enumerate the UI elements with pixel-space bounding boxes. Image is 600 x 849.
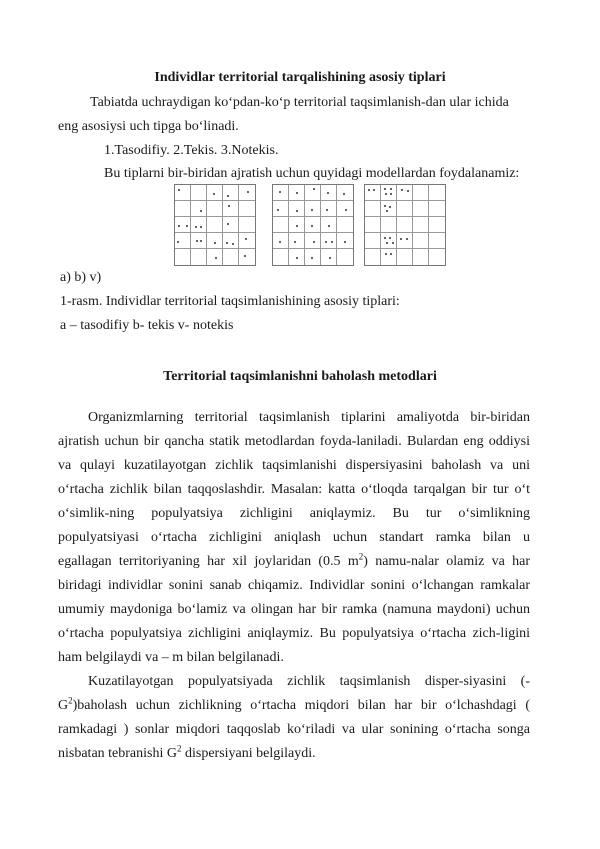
grid-cell [207, 201, 223, 217]
individual-dot [325, 241, 327, 243]
grid-cell [365, 201, 381, 217]
paragraph-line: umumiy maydoniga bo‘lamiz va olingan har bir ramka (namuna maydoni) uchun [58, 602, 530, 617]
individual-dot [328, 225, 330, 227]
grid-cell [289, 249, 305, 265]
individual-dot [327, 192, 329, 194]
intro-line-2: eng asosiysi uch tipga bo‘linadi. [58, 119, 239, 134]
individual-dot [279, 191, 281, 193]
line-text: )baholash uchun zichlikning o‘rtacha miqdori bilan har bir o‘lchashdagi ( [72, 698, 530, 713]
grid-cell [321, 217, 337, 233]
individual-dot [385, 253, 387, 255]
individual-dot [407, 190, 409, 192]
grid-cell [413, 217, 429, 233]
individual-dot [200, 210, 202, 212]
individual-dot [313, 188, 315, 190]
individual-dot [313, 241, 315, 243]
grid-cell [337, 249, 353, 265]
individual-dot [227, 195, 229, 197]
grid-cell [429, 201, 445, 217]
grid-cell [305, 201, 321, 217]
individual-dot [186, 225, 188, 227]
grid-cell [273, 233, 289, 249]
grid-cell [273, 217, 289, 233]
grid-cell [381, 249, 397, 265]
individual-dot [386, 210, 388, 212]
grid-cell [397, 201, 413, 217]
grid-cell [175, 217, 191, 233]
grid-cell [381, 201, 397, 217]
individual-dot [226, 242, 228, 244]
individual-dot [331, 241, 333, 243]
grid-cell [429, 185, 445, 201]
grid-cell [207, 185, 223, 201]
individual-dot [329, 257, 331, 259]
paragraph-line [58, 742, 530, 766]
grid-clumped [364, 184, 446, 266]
individual-dot [384, 237, 386, 239]
individual-dot [400, 238, 402, 240]
figure-legend: a – tasodifiy b- tekis v- notekis [60, 318, 234, 333]
intro-line-1: Tabiatda uchraydigan ko‘pdan-ko‘p territorial taqsimlanish-dan ular ichida [90, 95, 509, 110]
paragraph-methods [58, 406, 530, 670]
grid-cell [337, 217, 353, 233]
grid-cell [175, 201, 191, 217]
individual-dot [390, 188, 392, 190]
grid-cell [429, 233, 445, 249]
paragraph-line: biridagi individlar sonini sanab chiqamiz. Individlar sonini o‘lchangan ramkalar [58, 578, 530, 593]
grid-cell [191, 185, 207, 201]
grid-cell [365, 249, 381, 265]
individual-dot [373, 189, 375, 191]
individual-dot [178, 225, 180, 227]
figure-panel-labels: a) b) v) [60, 270, 102, 285]
grid-cell [239, 201, 255, 217]
individual-dot [244, 255, 246, 257]
individual-dot [214, 242, 216, 244]
grid-cell [191, 249, 207, 265]
individual-dot [195, 226, 197, 228]
individual-dot [384, 205, 386, 207]
grid-cell [207, 233, 223, 249]
paragraph-line: Organizmlarning territorial taqsimlanish tiplarini amaliyotda bir-biridan [88, 410, 530, 425]
grid-cell [321, 233, 337, 249]
grid-cell [321, 201, 337, 217]
grid-cell [305, 233, 321, 249]
individual-dot [277, 209, 279, 211]
types-list: 1.Tasodifiy. 2.Tekis. 3.Notekis. [104, 143, 279, 158]
paragraph-line: Kuzatilayotgan populyatsiyada zichlik taqsimlanish disper-siyasini (- [88, 674, 530, 689]
grid-cell [397, 249, 413, 265]
grid-cell [273, 185, 289, 201]
individual-dot [213, 193, 215, 195]
grid-cell [413, 249, 429, 265]
grid-cell [397, 217, 413, 233]
paragraph-dispersion [58, 670, 530, 766]
grid-cell [273, 201, 289, 217]
grid-cell [381, 233, 397, 249]
individual-dot [368, 189, 370, 191]
paragraph-line: o‘rtacha zichlik bilan taqqoslashdir. Masalan: katta o‘tloqda tarqalgan bir tur o‘t [58, 482, 530, 497]
grid-cell [207, 249, 223, 265]
individual-dot [232, 243, 234, 245]
grid-random [174, 184, 256, 266]
grid-cell [191, 217, 207, 233]
individual-dot [245, 238, 247, 240]
paragraph-line: va qulayi kuzatilayotgan zichlik taqsimlanishi dispersiyasini baholash va uni [58, 458, 530, 473]
grid-cell [365, 217, 381, 233]
paragraph-line: ramkadagi ) sonlar miqdori taqqoslab ko‘riladi va ular sonining o‘rtacha songa [58, 722, 530, 737]
superscript: 2 [358, 551, 364, 562]
individual-dot [344, 241, 346, 243]
grid-cell [321, 185, 337, 201]
individual-dot [326, 209, 328, 211]
grid-cell [305, 185, 321, 201]
section-heading-distribution-types: Individlar territorial tarqalishining asosiy tiplari [154, 70, 446, 85]
grid-cell [223, 233, 239, 249]
individual-dot [178, 189, 180, 191]
line-text: dispersiyani belgilaydi. [181, 746, 316, 761]
grid-cell [273, 249, 289, 265]
grid-cell [413, 201, 429, 217]
individual-dot [345, 209, 347, 211]
individual-dot [389, 206, 391, 208]
distribution-figure [174, 184, 456, 266]
grid-cell [191, 201, 207, 217]
grid-cell [289, 217, 305, 233]
line-text: ) namu-nalar olamiz va har [363, 554, 531, 569]
individual-dot [401, 189, 403, 191]
individual-dot [343, 193, 345, 195]
superscript: 2 [176, 743, 182, 754]
grid-cell [365, 233, 381, 249]
grid-cell [223, 201, 239, 217]
grid-cell [239, 249, 255, 265]
grid-cell [365, 185, 381, 201]
grid-cell [175, 249, 191, 265]
paragraph-line [58, 694, 530, 718]
line-text: G [58, 698, 69, 713]
individual-dot [279, 241, 281, 243]
individual-dot [296, 210, 298, 212]
individual-dot [296, 225, 298, 227]
grid-cell [305, 217, 321, 233]
grid-cell [239, 233, 255, 249]
grid-cell [337, 201, 353, 217]
individual-dot [390, 193, 392, 195]
grid-cell [413, 233, 429, 249]
individual-dot [392, 242, 394, 244]
individual-dot [228, 205, 230, 207]
grid-cell [381, 185, 397, 201]
individual-dot [390, 253, 392, 255]
individual-dot [389, 237, 391, 239]
individual-dot [384, 188, 386, 190]
grid-cell [239, 217, 255, 233]
grid-cell [337, 233, 353, 249]
grid-cell [429, 249, 445, 265]
individual-dot [296, 257, 298, 259]
grid-cell [175, 233, 191, 249]
grid-cell [207, 217, 223, 233]
grid-cell [397, 233, 413, 249]
individual-dot [406, 238, 408, 240]
individual-dot [296, 192, 298, 194]
individual-dot [386, 242, 388, 244]
grid-cell [223, 249, 239, 265]
paragraph-line: o‘rtacha populyatsiya zichligini aniqlaymiz. Bu populyatsiya o‘rtacha zich-ligini [58, 626, 530, 641]
individual-dot [311, 209, 313, 211]
grid-cell [429, 217, 445, 233]
individual-dot [247, 191, 249, 193]
grid-cell [239, 185, 255, 201]
individual-dot [215, 257, 217, 259]
section-heading-methods: Territorial taqsimlanishni baholash metodlari [163, 369, 437, 384]
figure-caption: 1-rasm. Individlar territorial taqsimlanishining asosiy tiplari: [60, 294, 400, 309]
individual-dot [177, 241, 179, 243]
individual-dot [294, 241, 296, 243]
individual-dot [311, 257, 313, 259]
grid-cell [337, 185, 353, 201]
grid-cell [223, 185, 239, 201]
grid-cell [191, 233, 207, 249]
individual-dot [311, 225, 313, 227]
grid-cell [223, 217, 239, 233]
paragraph-line [58, 550, 530, 574]
grid-cell [289, 185, 305, 201]
grid-cell [305, 249, 321, 265]
individual-dot [196, 240, 198, 242]
line-text: nisbatan tebranishi G [58, 746, 177, 761]
grid-cell [381, 217, 397, 233]
individual-dot [200, 240, 202, 242]
grid-cell [397, 185, 413, 201]
individual-dot [385, 193, 387, 195]
paragraph-line: ajratish uchun bir qancha statik metodlardan foyda-laniladi. Bulardan eng oddiysi [58, 434, 530, 449]
line-text: egallagan territoriyaning har xil joylaridan (0.5 m [58, 554, 359, 569]
individual-dot [227, 223, 229, 225]
paragraph-line: ham belgilaydi va – m bilan belgilanadi. [58, 650, 284, 665]
grid-uniform [272, 184, 354, 266]
grid-cell [413, 185, 429, 201]
individual-dot [200, 226, 202, 228]
grid-cell [289, 201, 305, 217]
paragraph-line: populyatsiyasi o‘rtacha zichligini aniqlash uchun standart ramka bilan u [58, 530, 530, 545]
paragraph-line: o‘simlik-ning populyatsiya zichligini aniqlaymiz. Bu tur o‘simlikning [58, 506, 530, 521]
models-line: Bu tiplarni bir-biridan ajratish uchun quyidagi modellardan foydalanamiz: [104, 166, 520, 181]
superscript: 2 [68, 695, 73, 706]
grid-cell [175, 185, 191, 201]
grid-cell [321, 249, 337, 265]
grid-cell [289, 233, 305, 249]
